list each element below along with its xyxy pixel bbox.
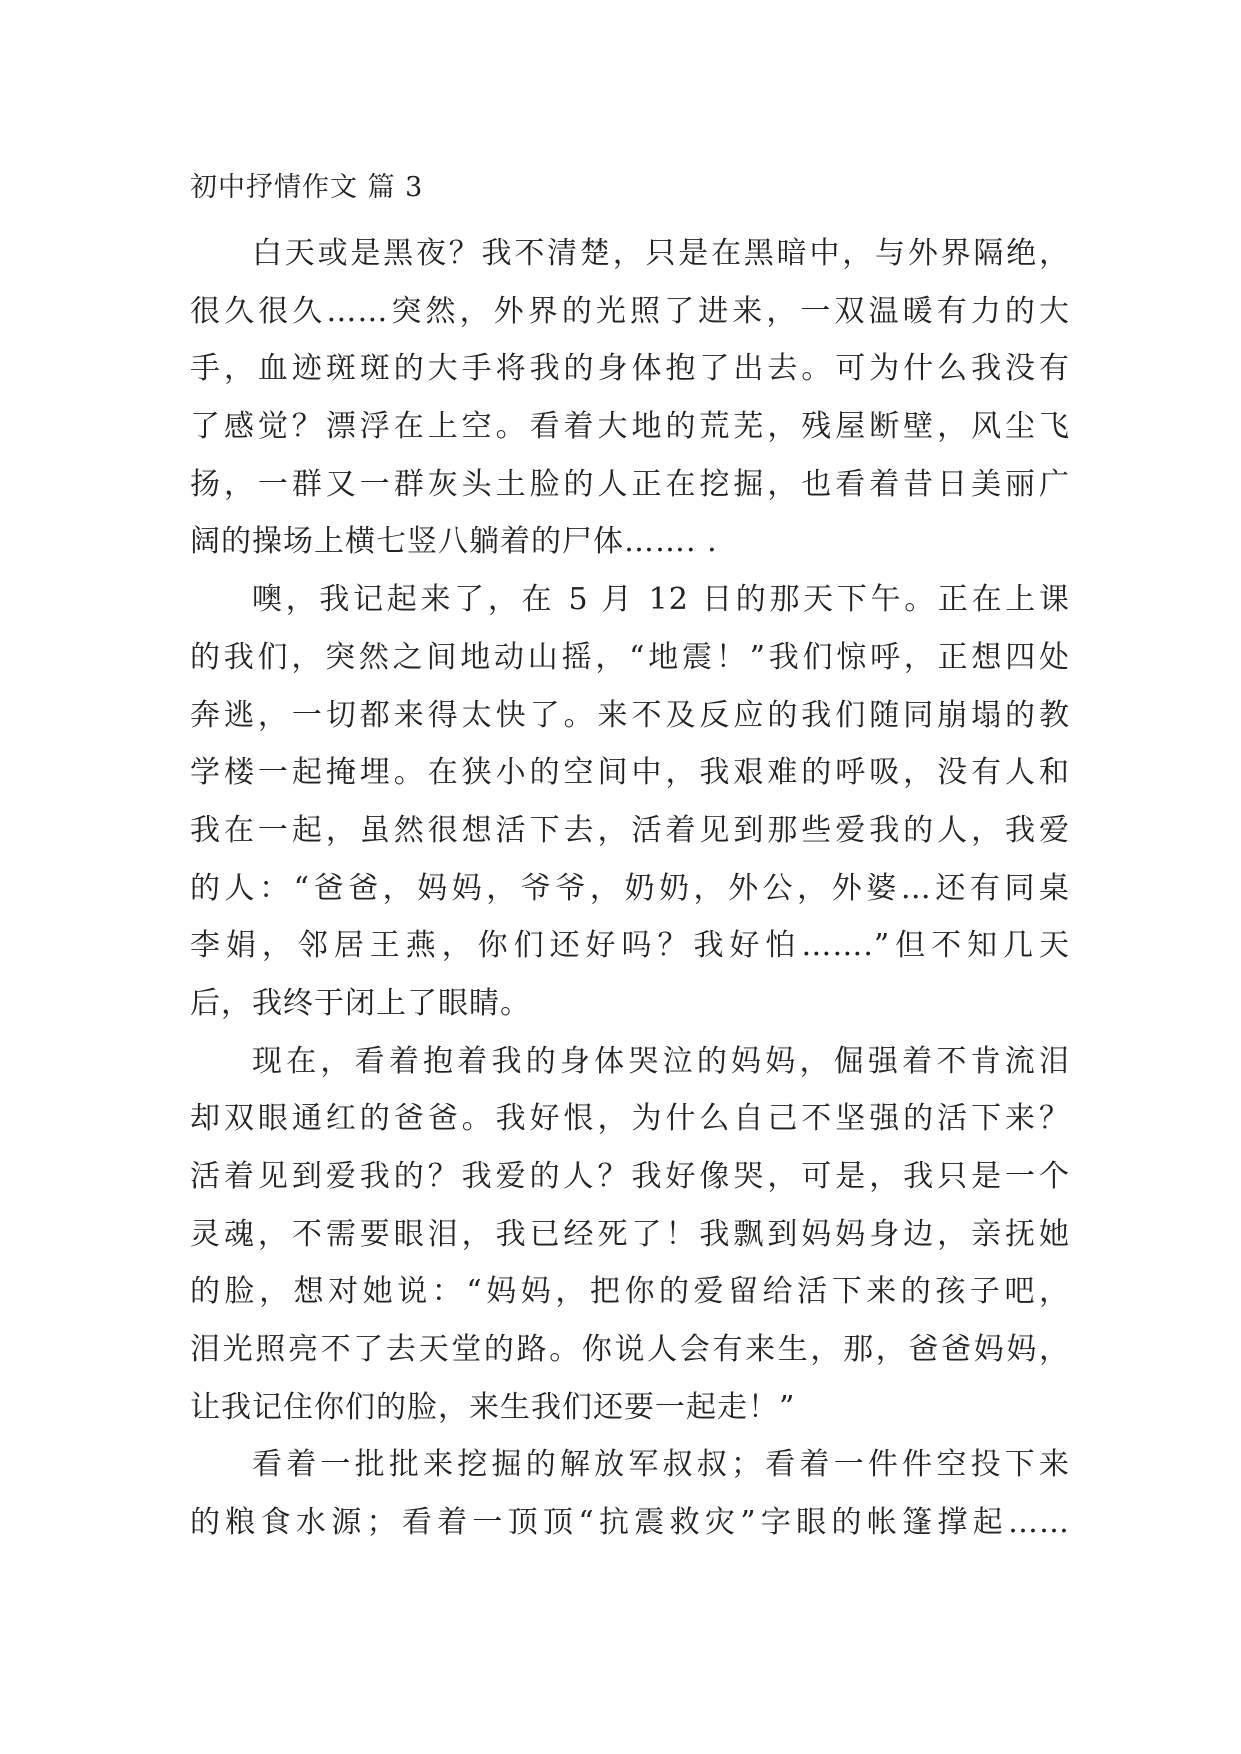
text-line: 了感觉？漂浮在上空。看着大地的荒芜，残屋断壁，风尘飞 bbox=[190, 409, 1070, 445]
text-line: 的我们，突然之间地动山摇，“地震！”我们惊呼，正想四处 bbox=[190, 639, 1070, 675]
text-line: 现在，看着抱着我的身体哭泣的妈妈，倔强着不肯流泪 bbox=[252, 1043, 1070, 1079]
text-line: 的人：“爸爸，妈妈，爷爷，奶奶，外公，外婆…还有同桌 bbox=[190, 870, 1070, 906]
text-line: 扬，一群又一群灰头土脸的人正在挖掘，也看着昔日美丽广 bbox=[190, 466, 1070, 502]
text-line: 阔的操场上横七竖八躺着的尸体……. . bbox=[190, 524, 718, 560]
paragraph-3 bbox=[190, 1033, 1070, 1437]
text-line: 活着见到爱我的？我爱的人？我好像哭，可是，我只是一个 bbox=[190, 1159, 1070, 1194]
text-line: 噢，我记起来了，在 5 月 12 日的那天下午。正在上课 bbox=[252, 582, 1070, 618]
text-line: 很久很久……突然，外界的光照了进来，一双温暖有力的大 bbox=[190, 293, 1070, 329]
text-line: 却双眼通红的爸爸。我好恨，为什么自己不坚强的活下来？ bbox=[190, 1101, 1070, 1137]
text-line: 我在一起，虽然很想活下去，活着见到那些爱我的人，我爱 bbox=[190, 812, 1070, 848]
text-line: 让我记住你们的脸，来生我们还要一起走！” bbox=[190, 1389, 796, 1425]
text-line: 看着一批批来挖掘的解放军叔叔；看着一件件空投下来 bbox=[252, 1447, 1070, 1483]
text-line: 手，血迹斑斑的大手将我的身体抱了出去。可为什么我没有 bbox=[190, 351, 1070, 387]
text-line: 奔逃，一切都来得太快了。来不及反应的我们随同崩塌的教 bbox=[190, 697, 1070, 733]
text-line: 的粮食水源；看着一顶顶“抗震救灾”字眼的帐篷撑起…… bbox=[190, 1505, 1070, 1541]
paragraph-1 bbox=[190, 225, 1070, 571]
text-line: 白天或是黑夜？我不清楚，只是在黑暗中，与外界隔绝， bbox=[252, 236, 1070, 271]
paragraph-4 bbox=[190, 1436, 1070, 1551]
text-line: 李娟，邻居王燕，你们还好吗？我好怕…….”但不知几天 bbox=[190, 928, 1070, 964]
text-line: 的脸，想对她说：“妈妈，把你的爱留给活下来的孩子吧， bbox=[190, 1274, 1070, 1310]
text-line: 泪光照亮不了去天堂的路。你说人会有来生，那，爸爸妈妈， bbox=[190, 1332, 1070, 1368]
text-line: 学楼一起掩埋。在狭小的空间中，我艰难的呼吸，没有人和 bbox=[190, 755, 1070, 791]
essay-title: 初中抒情作文 篇 3 bbox=[190, 172, 424, 203]
text-line: 灵魂，不需要眼泪，我已经死了！我飘到妈妈身边，亲抚她 bbox=[190, 1216, 1070, 1252]
document-body bbox=[190, 168, 1070, 1552]
paragraph-2 bbox=[190, 571, 1070, 1033]
text-line: 后，我终于闭上了眼睛。 bbox=[190, 985, 531, 1021]
